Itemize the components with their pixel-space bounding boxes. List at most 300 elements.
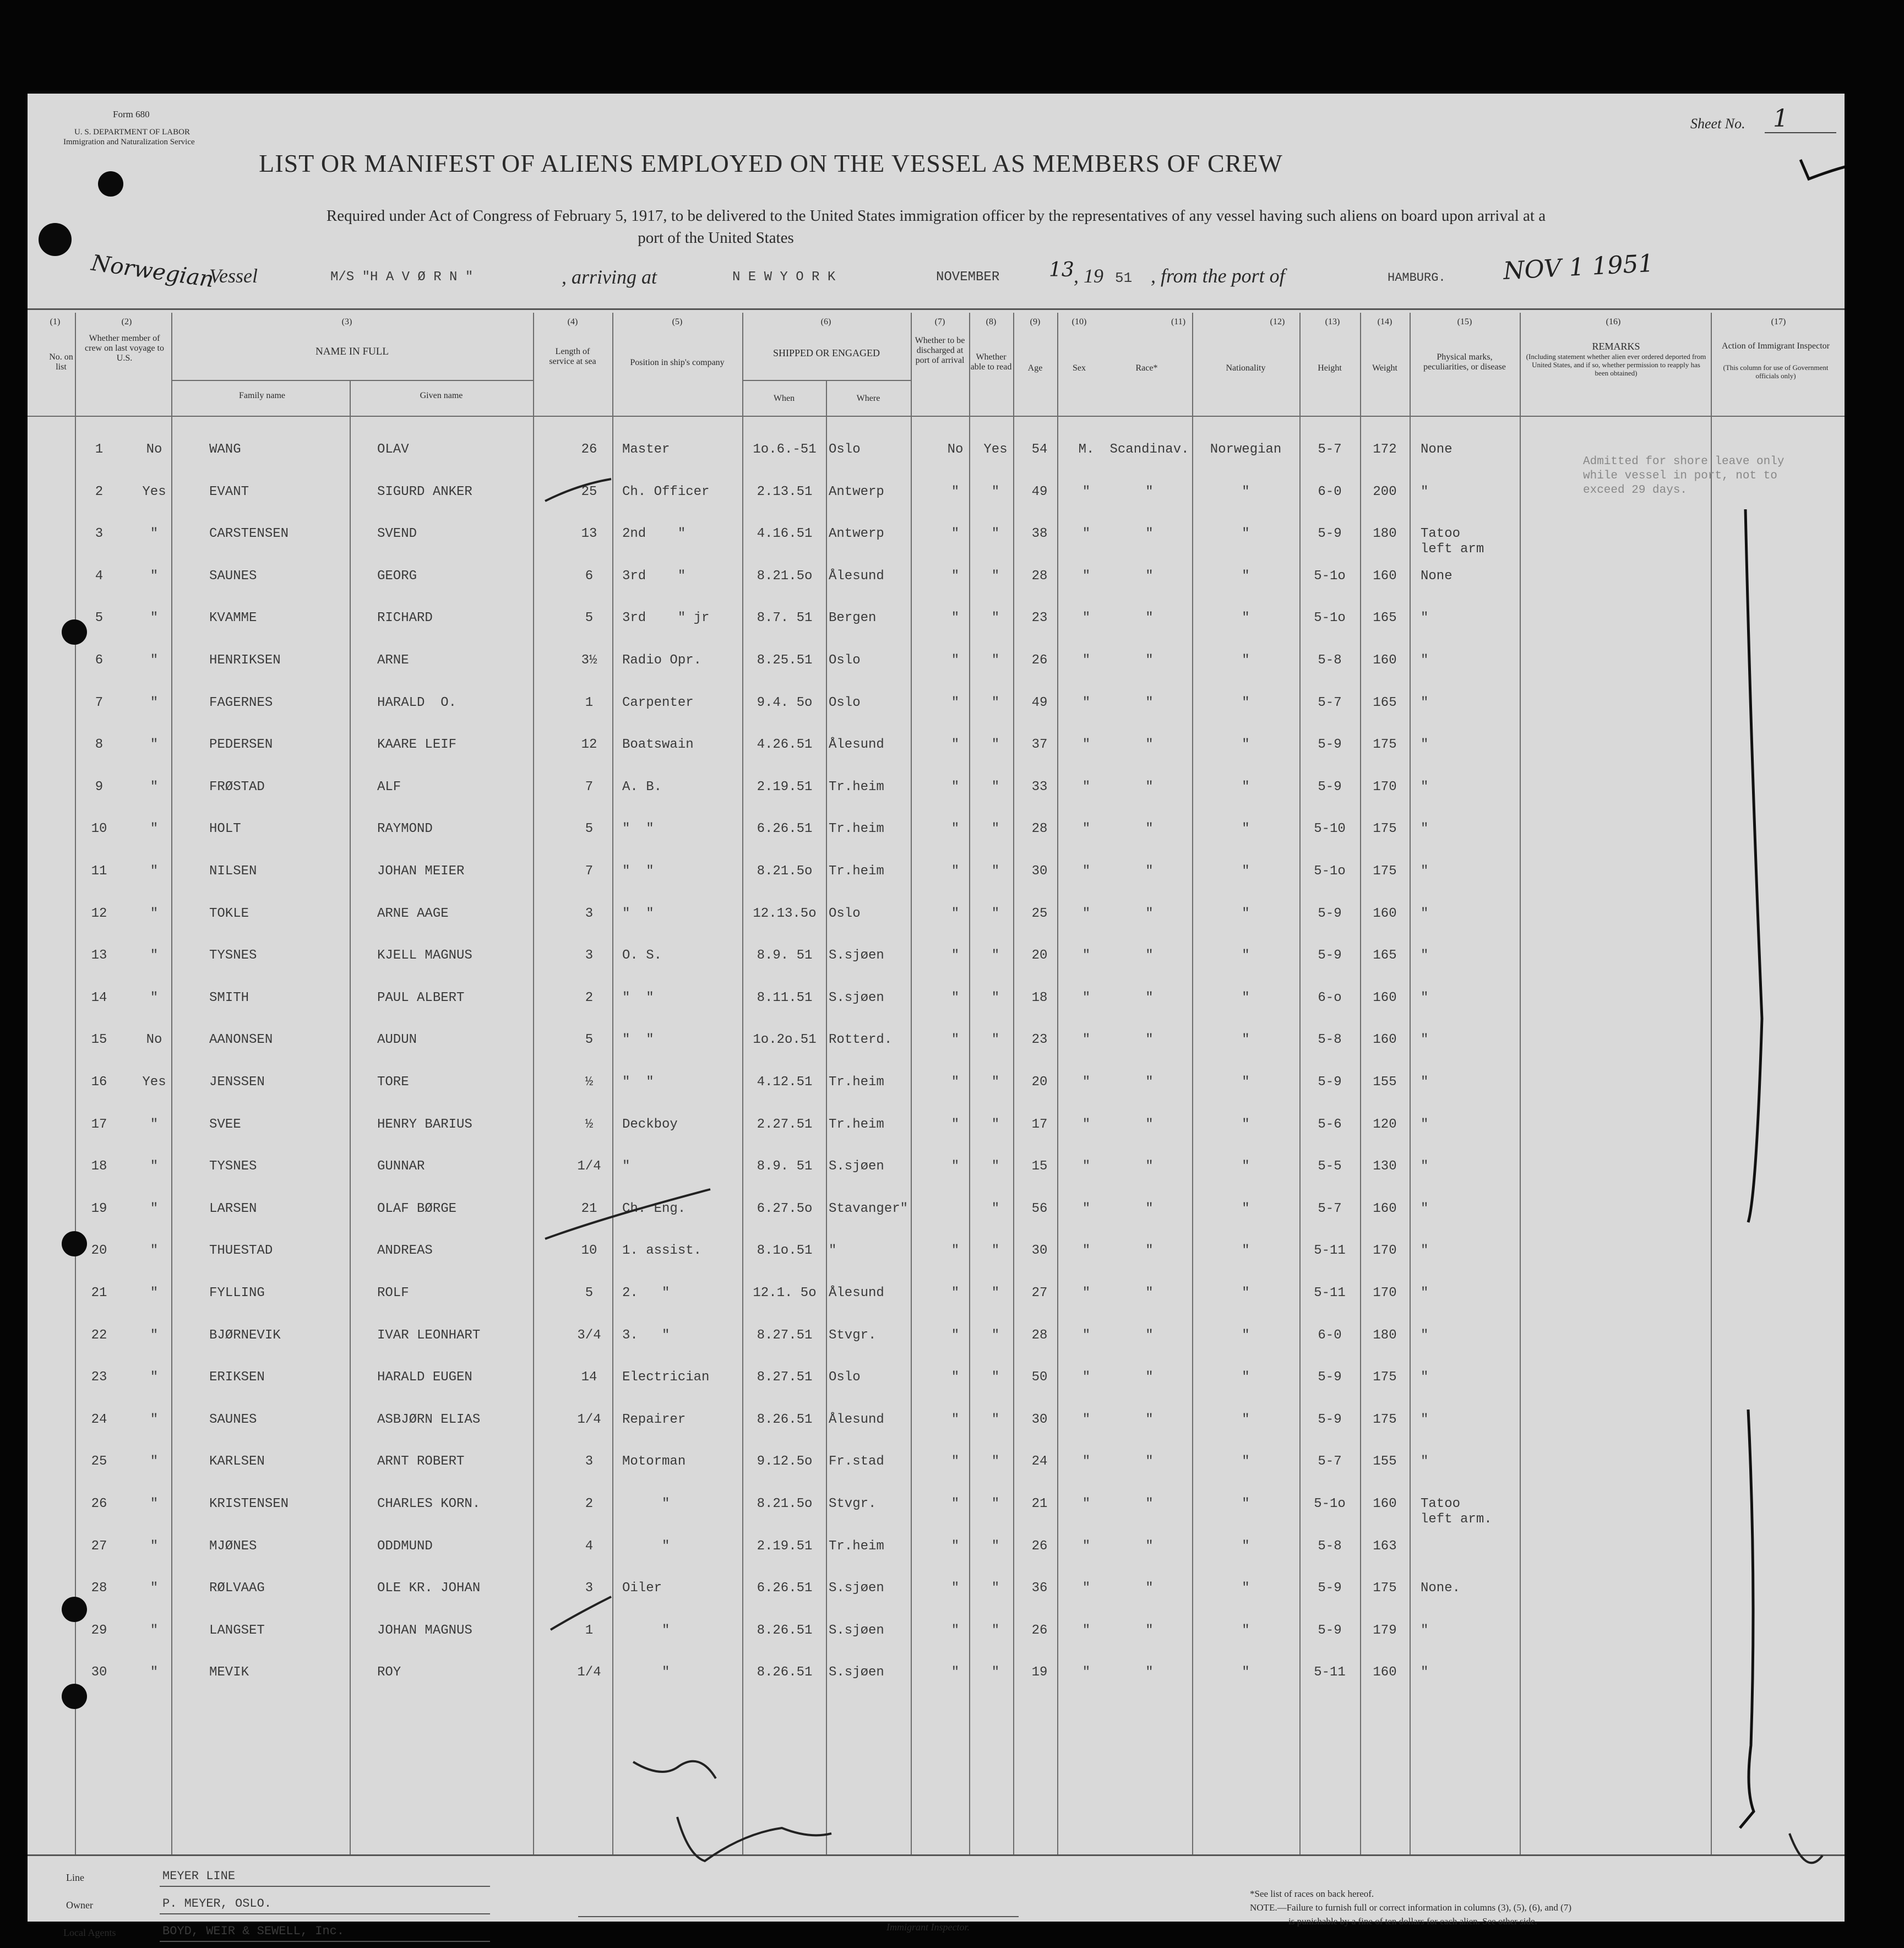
col-header-physical-marks: Physical marks, peculiarities, or disease <box>1423 352 1506 372</box>
document-title: LIST OR MANIFEST OF ALIENS EMPLOYED ON THE VESSEL AS MEMBERS OF CREW <box>259 149 1283 177</box>
age-cell: 56 <box>1031 1201 1048 1216</box>
sex-cell: " <box>1082 1497 1091 1511</box>
shipped-when-cell: 1o.6.-51 <box>753 442 817 457</box>
age-cell: 19 <box>1031 1665 1048 1680</box>
sex-cell: M. <box>1078 442 1095 457</box>
service-length-cell: 12 <box>581 737 597 753</box>
shipped-when-cell: 8.7. 51 <box>757 611 813 626</box>
family-name-cell: JENSSEN <box>209 1075 265 1090</box>
shipped-when-cell: 8.26.51 <box>757 1412 813 1427</box>
previous-voyage-cell: " <box>150 821 159 837</box>
position-cell: Carpenter <box>622 695 694 710</box>
vessel-name: M/S "H A V Ø R N " <box>330 270 474 285</box>
owner-value: P. MEYER, OSLO. <box>162 1897 272 1911</box>
service-check-mark <box>545 1189 710 1239</box>
arrival-year-prefix: , 19 <box>1074 265 1103 287</box>
weight-cell: 170 <box>1373 779 1397 795</box>
col-header-age: Age <box>1027 363 1043 373</box>
family-name-cell: HOLT <box>209 821 241 837</box>
row-number: 23 <box>91 1370 107 1385</box>
height-cell: 5-11 <box>1314 1665 1346 1680</box>
nationality-cell: " <box>1242 568 1250 584</box>
physical-marks-cell: " <box>1421 1454 1429 1470</box>
race-cell: " <box>1145 1370 1154 1385</box>
shipped-where-cell: Antwerp <box>829 526 884 542</box>
corner-check-mark <box>1800 160 1845 179</box>
age-cell: 17 <box>1031 1117 1048 1132</box>
previous-voyage-cell: " <box>150 1665 159 1680</box>
row-number: 11 <box>91 864 107 879</box>
physical-marks-cell: " <box>1421 1117 1429 1132</box>
col-header-weight: Weight <box>1372 363 1397 373</box>
col-header-name: NAME IN FULL <box>315 346 389 357</box>
given-name-cell: OLAV <box>377 442 409 457</box>
weight-cell: 120 <box>1373 1117 1397 1132</box>
col-header-remarks: REMARKS <box>1592 341 1640 352</box>
arrival-port: N E W Y O R K <box>732 270 836 285</box>
position-cell: " <box>622 1497 670 1511</box>
physical-marks-cell: " <box>1421 484 1429 499</box>
sex-cell: " <box>1082 1538 1091 1554</box>
physical-marks-cell: None. <box>1421 1581 1461 1596</box>
race-cell: " <box>1145 695 1154 710</box>
weight-cell: 165 <box>1373 695 1397 710</box>
able-to-read-cell: " <box>991 484 1000 499</box>
service-length-cell: 5 <box>585 1032 594 1048</box>
height-cell: 5-5 <box>1318 1159 1342 1174</box>
shipped-when-cell: 8.1o.51 <box>757 1243 813 1259</box>
previous-voyage-cell: " <box>150 1243 159 1259</box>
discharged-cell: " <box>951 948 960 964</box>
discharged-cell: " <box>951 1159 960 1174</box>
weight-cell: 175 <box>1373 737 1397 753</box>
row-number: 28 <box>91 1581 107 1596</box>
col-header-no: No. on list <box>49 352 73 372</box>
shipped-when-cell: 8.27.51 <box>757 1370 813 1385</box>
manifest-sheet <box>28 94 1845 1938</box>
nationality-cell: " <box>1242 1159 1250 1174</box>
shipped-where-cell: S.sjøen <box>829 948 884 964</box>
row-number: 29 <box>91 1623 107 1638</box>
shipped-where-cell: S.sjøen <box>829 990 884 1005</box>
previous-voyage-cell: " <box>150 1201 159 1216</box>
weight-cell: 165 <box>1373 611 1397 626</box>
race-cell: " <box>1145 1497 1154 1511</box>
height-cell: 5-9 <box>1318 906 1342 921</box>
family-name-cell: MEVIK <box>209 1665 249 1680</box>
age-cell: 49 <box>1031 484 1048 499</box>
physical-marks-cell: " <box>1421 1370 1429 1385</box>
given-name-cell: ARNT ROBERT <box>377 1454 465 1470</box>
family-name-cell: KVAMME <box>209 611 257 626</box>
family-name-cell: HENRIKSEN <box>209 653 281 668</box>
col-num-4: (4) <box>567 317 578 327</box>
family-name-cell: MJØNES <box>209 1538 257 1554</box>
able-to-read-cell: " <box>991 737 1000 753</box>
discharged-cell: " <box>951 1286 960 1301</box>
physical-marks-cell: " <box>1421 1412 1429 1427</box>
able-to-read-cell: " <box>991 568 1000 584</box>
sheet-number: 1 <box>1773 105 1788 133</box>
service-length-cell: 1/4 <box>577 1665 601 1680</box>
able-to-read-cell: " <box>991 526 1000 542</box>
physical-marks-cell: " <box>1421 906 1429 921</box>
age-cell: 54 <box>1031 442 1048 457</box>
shipped-when-cell: 8.26.51 <box>757 1665 813 1680</box>
given-name-cell: PAUL ALBERT <box>377 990 465 1005</box>
race-cell: " <box>1145 821 1154 837</box>
race-cell: Scandinav. <box>1109 442 1189 457</box>
race-cell: " <box>1145 1075 1154 1090</box>
shipped-where-cell: Antwerp <box>829 484 884 499</box>
nationality-cell: " <box>1242 611 1250 626</box>
shipped-when-cell: 8.21.5o <box>757 568 813 584</box>
previous-voyage-cell: " <box>150 906 159 921</box>
received-stamp: NOV 1 1951 <box>1502 249 1655 286</box>
nationality-cell: " <box>1242 1117 1250 1132</box>
previous-voyage-cell: " <box>150 568 159 584</box>
family-name-cell: SMITH <box>209 990 249 1005</box>
service: Immigration and Naturalization Service <box>63 138 195 146</box>
family-name-cell: TYSNES <box>209 1159 257 1174</box>
race-cell: " <box>1145 1581 1154 1596</box>
previous-voyage-cell: " <box>150 1159 159 1174</box>
given-name-cell: HARALD EUGEN <box>377 1370 472 1385</box>
discharged-cell: " <box>951 1075 960 1090</box>
col-header-sex: Sex <box>1073 363 1086 373</box>
col-header-service: Length of service at sea <box>549 347 596 366</box>
col-num-12: (12) <box>1270 317 1285 327</box>
given-name-cell: RICHARD <box>377 611 433 626</box>
nationality-cell: " <box>1242 779 1250 795</box>
physical-marks-cell: " <box>1421 821 1429 837</box>
col-num-6: (6) <box>820 317 831 327</box>
position-cell: 2. " <box>622 1286 670 1301</box>
sex-cell: " <box>1082 1117 1091 1132</box>
given-name-cell: OLE KR. JOHAN <box>377 1581 481 1596</box>
row-number: 18 <box>91 1159 107 1174</box>
col-header-previous-voyage: Whether member of crew on last voyage to U.S. <box>85 334 164 363</box>
row-number: 21 <box>91 1286 107 1301</box>
col-num-7: (7) <box>934 317 945 327</box>
row-number: 2 <box>95 484 104 499</box>
owner-underline <box>160 1913 490 1914</box>
position-cell: Ch. Officer <box>622 484 710 499</box>
physical-marks-cell: " <box>1421 1623 1429 1638</box>
nationality-cell: " <box>1242 1075 1250 1090</box>
shipped-when-cell: 2.19.51 <box>757 779 813 795</box>
shipped-where-cell: Stavanger" <box>829 1201 909 1216</box>
shipped-when-cell: 6.26.51 <box>757 1581 813 1596</box>
service-length-cell: 25 <box>581 484 597 499</box>
discharged-cell: " <box>951 1581 960 1596</box>
family-name-cell: LANGSET <box>209 1623 265 1638</box>
row-number: 20 <box>91 1243 107 1259</box>
col-header-family-name: Family name <box>239 391 285 400</box>
previous-voyage-cell: " <box>150 1454 159 1470</box>
service-check-mark <box>551 1597 611 1630</box>
discharged-cell: " <box>951 484 960 499</box>
nationality-cell: " <box>1242 906 1250 921</box>
punch-hole <box>62 1231 87 1256</box>
col-header-nationality: Nationality <box>1226 363 1266 373</box>
vessel-label: Vessel <box>209 265 258 287</box>
discharged-cell: " <box>951 779 960 795</box>
height-cell: 6-0 <box>1318 1327 1342 1343</box>
nationality-cell: " <box>1242 990 1250 1005</box>
row-number: 4 <box>95 568 104 584</box>
race-cell: " <box>1145 864 1154 879</box>
physical-marks-cell: Tatoo left arm. <box>1421 1497 1492 1527</box>
able-to-read-cell: " <box>991 821 1000 837</box>
sex-cell: " <box>1082 1327 1091 1343</box>
given-name-cell: ANDREAS <box>377 1243 433 1259</box>
family-name-cell: FRØSTAD <box>209 779 265 795</box>
given-name-cell: KAARE LEIF <box>377 737 457 753</box>
previous-voyage-cell: " <box>150 1327 159 1343</box>
col-num-3: (3) <box>341 317 352 327</box>
col-num-2: (2) <box>121 317 132 327</box>
given-name-cell: ARNE <box>377 653 409 668</box>
col-header-race: Race* <box>1135 363 1158 373</box>
shipped-where-cell: Stvgr. <box>829 1497 877 1511</box>
from-port: HAMBURG. <box>1388 271 1446 285</box>
discharged-cell: No <box>947 442 964 457</box>
height-cell: 5-1o <box>1314 611 1346 626</box>
family-name-cell: KRISTENSEN <box>209 1497 289 1511</box>
shipped-when-cell: 8.9. 51 <box>757 948 813 964</box>
row-number: 27 <box>91 1538 107 1554</box>
service-length-cell: ½ <box>585 1075 594 1090</box>
shipped-when-cell: 6.27.5o <box>757 1201 813 1216</box>
weight-cell: 179 <box>1373 1623 1397 1638</box>
shipped-when-cell: 9.4. 5o <box>757 695 813 710</box>
given-name-cell: ARNE AAGE <box>377 906 449 921</box>
weight-cell: 175 <box>1373 864 1397 879</box>
physical-marks-cell: None <box>1421 442 1453 457</box>
position-cell: Boatswain <box>622 737 694 753</box>
sex-cell: " <box>1082 1243 1091 1259</box>
shipped-where-cell: Ålesund <box>829 737 884 753</box>
sex-cell: " <box>1082 906 1091 921</box>
service-length-cell: 2 <box>585 990 594 1005</box>
physical-marks-cell: " <box>1421 1327 1429 1343</box>
age-cell: 18 <box>1031 990 1048 1005</box>
punch-hole <box>98 171 123 197</box>
shipped-where-cell: Oslo <box>829 695 861 710</box>
note-races: *See list of races on back hereof. <box>1250 1889 1374 1899</box>
discharged-cell: " <box>951 906 960 921</box>
age-cell: 50 <box>1031 1370 1048 1385</box>
given-name-cell: OLAF BØRGE <box>377 1201 457 1216</box>
age-cell: 28 <box>1031 821 1048 837</box>
nationality-cell: " <box>1242 1327 1250 1343</box>
service-length-cell: 3 <box>585 1581 594 1596</box>
form-number: Form 680 <box>113 109 150 119</box>
physical-marks-cell: " <box>1421 611 1429 626</box>
able-to-read-cell: " <box>991 948 1000 964</box>
height-cell: 5-9 <box>1318 1581 1342 1596</box>
physical-marks-cell: " <box>1421 1665 1429 1680</box>
shipped-where-cell: Oslo <box>829 1370 861 1385</box>
shipped-where-cell: Rotterd. <box>829 1032 893 1048</box>
shipped-where-cell: Oslo <box>829 653 861 668</box>
position-cell: Deckboy <box>622 1117 678 1132</box>
age-cell: 30 <box>1031 864 1048 879</box>
race-cell: " <box>1145 653 1154 668</box>
sex-cell: " <box>1082 864 1091 879</box>
discharged-cell: " <box>951 526 960 542</box>
col-num-11: (11) <box>1171 317 1186 327</box>
able-to-read-cell: " <box>991 1581 1000 1596</box>
service-length-cell: 3½ <box>581 653 597 668</box>
sex-cell: " <box>1082 779 1091 795</box>
service-length-cell: 13 <box>581 526 597 542</box>
weight-cell: 175 <box>1373 1412 1397 1427</box>
nationality-cell: " <box>1242 1201 1250 1216</box>
discharged-cell: " <box>951 864 960 879</box>
previous-voyage-cell: " <box>150 611 159 626</box>
given-name-cell: ODDMUND <box>377 1538 433 1554</box>
sex-cell: " <box>1082 611 1091 626</box>
discharged-cell: " <box>951 990 960 1005</box>
shipped-where-cell: Stvgr. <box>829 1327 877 1343</box>
discharged-cell: " <box>951 1454 960 1470</box>
position-cell: " " <box>622 1075 654 1090</box>
row-number: 30 <box>91 1665 107 1680</box>
shipped-when-cell: 4.16.51 <box>757 526 813 542</box>
previous-voyage-cell: Yes <box>142 484 166 499</box>
weight-cell: 165 <box>1373 948 1397 964</box>
given-name-cell: RAYMOND <box>377 821 433 837</box>
nationality-cell: " <box>1242 1538 1250 1554</box>
shipped-where-cell: Ålesund <box>829 1286 884 1301</box>
age-cell: 21 <box>1031 1497 1048 1511</box>
col-header-action: Action of Immigrant Inspector <box>1722 341 1830 351</box>
physical-marks-cell: " <box>1421 1159 1429 1174</box>
height-cell: 5-7 <box>1318 1454 1342 1470</box>
able-to-read-cell: " <box>991 611 1000 626</box>
nationality-cell: " <box>1242 1243 1250 1259</box>
age-cell: 25 <box>1031 906 1048 921</box>
sex-cell: " <box>1082 526 1091 542</box>
remarks-shore-leave: Admitted for shore leave only while vessel in port, not to exceed 29 days. <box>1583 455 1785 497</box>
inspector-label: Immigrant Inspector. <box>886 1922 970 1933</box>
service-length-cell: 3 <box>585 1454 594 1470</box>
previous-voyage-cell: No <box>146 1032 162 1048</box>
height-cell: 5-9 <box>1318 1370 1342 1385</box>
sex-cell: " <box>1082 821 1091 837</box>
row-number: 1 <box>95 442 104 457</box>
weight-cell: 163 <box>1373 1538 1397 1554</box>
service-length-cell: 3/4 <box>577 1327 601 1343</box>
punch-hole <box>62 1684 87 1709</box>
able-to-read-cell: " <box>991 1327 1000 1343</box>
service-check-mark <box>545 479 611 501</box>
able-to-read-cell: " <box>991 1665 1000 1680</box>
shipped-when-cell: 2.13.51 <box>757 484 813 499</box>
weight-cell: 155 <box>1373 1454 1397 1470</box>
position-cell: Radio Opr. <box>622 653 702 668</box>
given-name-cell: ROY <box>377 1665 401 1680</box>
discharged-cell: " <box>951 1370 960 1385</box>
able-to-read-cell: " <box>991 653 1000 668</box>
able-to-read-cell: " <box>991 1623 1000 1638</box>
nationality-cell: " <box>1242 1032 1250 1048</box>
physical-marks-cell: " <box>1421 1201 1429 1216</box>
sheet-label: Sheet No. <box>1690 116 1745 132</box>
physical-marks-cell: " <box>1421 653 1429 668</box>
position-cell: 3rd " jr <box>622 611 710 626</box>
physical-marks-cell: None <box>1421 568 1453 584</box>
height-cell: 6-0 <box>1318 484 1342 499</box>
row-number: 7 <box>95 695 104 710</box>
arriving-label: , arriving at <box>562 266 657 288</box>
service-length-cell: 10 <box>581 1243 597 1259</box>
sex-cell: " <box>1082 1201 1091 1216</box>
position-cell: " " <box>622 864 654 879</box>
row-number: 14 <box>91 990 107 1005</box>
agents-value: BOYD, WEIR & SEWELL, Inc. <box>162 1924 345 1938</box>
previous-voyage-cell: " <box>150 695 159 710</box>
weight-cell: 160 <box>1373 990 1397 1005</box>
family-name-cell: SAUNES <box>209 568 257 584</box>
service-length-cell: 6 <box>585 568 594 584</box>
race-cell: " <box>1145 737 1154 753</box>
shipped-when-cell: 2.27.51 <box>757 1117 813 1132</box>
service-length-cell: 5 <box>585 611 594 626</box>
sex-cell: " <box>1082 1581 1091 1596</box>
col-header-shipped: SHIPPED OR ENGAGED <box>773 347 880 358</box>
service-length-cell: 3 <box>585 948 594 964</box>
service-length-cell: 2 <box>585 1497 594 1511</box>
discharged-cell: " <box>951 1538 960 1554</box>
nationality-cell: " <box>1242 484 1250 499</box>
position-cell: 3. " <box>622 1327 670 1343</box>
row-number: 8 <box>95 737 104 753</box>
given-name-cell: JOHAN MEIER <box>377 864 465 879</box>
discharged-cell: " <box>951 1327 960 1343</box>
arrival-month: NOVEMBER <box>936 270 1000 285</box>
weight-cell: 160 <box>1373 1497 1397 1511</box>
nationality-cell: " <box>1242 1623 1250 1638</box>
arrival-day: 13 <box>1049 259 1074 281</box>
sex-cell: " <box>1082 1075 1091 1090</box>
previous-voyage-cell: " <box>150 737 159 753</box>
previous-voyage-cell: Yes <box>142 1075 166 1090</box>
col-num-1: (1) <box>50 317 61 327</box>
sex-cell: " <box>1082 568 1091 584</box>
age-cell: 30 <box>1031 1412 1048 1427</box>
given-name-cell: SIGURD ANKER <box>377 484 472 499</box>
race-cell: " <box>1145 948 1154 964</box>
bracket-line-lower <box>1740 1410 1754 1828</box>
previous-voyage-cell: " <box>150 779 159 795</box>
previous-voyage-cell: " <box>150 864 159 879</box>
discharged-cell: " <box>951 821 960 837</box>
able-to-read-cell: " <box>991 1286 1000 1301</box>
position-cell: Electrician <box>622 1370 710 1385</box>
service-length-cell: 1/4 <box>577 1412 601 1427</box>
able-to-read-cell: " <box>991 1412 1000 1427</box>
previous-voyage-cell: " <box>150 1538 159 1554</box>
col-header-height: Height <box>1318 363 1342 373</box>
sex-cell: " <box>1082 1665 1091 1680</box>
col-header-discharged: Whether to be discharged at port of arrival <box>915 336 965 365</box>
sex-cell: " <box>1082 695 1091 710</box>
arrival-year: 51 <box>1115 270 1133 286</box>
row-number: 10 <box>91 821 107 837</box>
